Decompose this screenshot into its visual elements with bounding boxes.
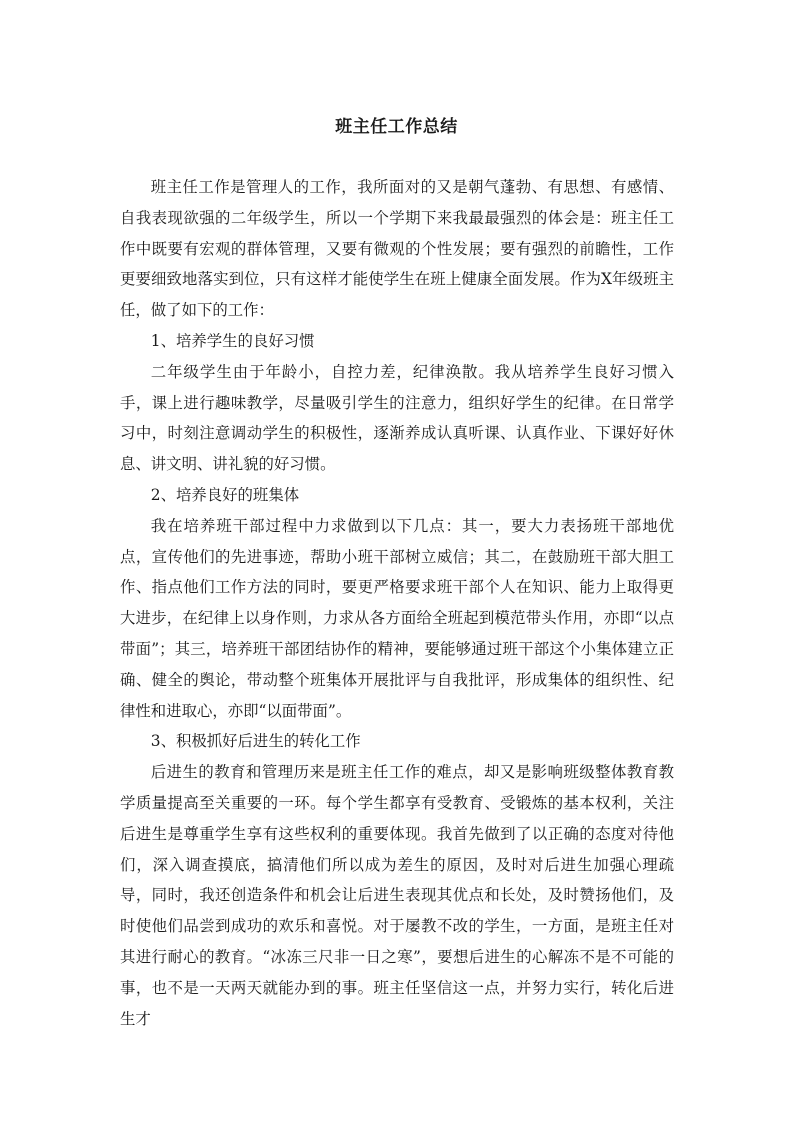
document-title: 班主任工作总结: [335, 117, 458, 138]
document-body: [120, 172, 674, 1034]
paragraph-struggling-students: 后进生的教育和管理历来是班主任工作的难点，却又是影响班级整体教育教学质量提高至关重要的一环。每个学生都享有受教育、受锻炼的基本权利，关注后进生是尊重学生享有这些权利的重要体现。我首先做到了以正确的态度对待他们，深入调查摸底，搞清他们所以成为差生的原因，及时对后进生加强心理疏导，同时，我还创造条件和机会让后进生表现其优点和长处，及时赞扬他们，及时使他们品尝到成功的欢乐和喜悦。对于屡教不改的学生，一方面，是班主任对其进行耐心的教育。“冰冻三尺非一日之寒”，要想后进生的心解冻不是不可能的事，也不是一天两天就能办到的事。班主任坚信这一点，并努力实行，转化后进生才: [120, 763, 674, 1028]
paragraph-intro: 班主任工作是管理人的工作，我所面对的又是朝气蓬勃、有思想、有感情、自我表现欲强的二年级学生，所以一个学期下来我最最强烈的体会是：班主任工作中既要有宏观的群体管理，又要有微观的个性发展；要有强烈的前瞻性，工作更要细致地落实到位，只有这样才能使学生在班上健康全面发展。作为X年级班主任，做了如下的工作：: [120, 178, 674, 320]
section-heading-1: 1、培养学生的良好习惯: [150, 331, 315, 350]
section-heading-2: 2、培养良好的班集体: [150, 485, 300, 504]
paragraph-habits: 二年级学生由于年龄小，自控力差，纪律涣散。我从培养学生良好习惯入手，课上进行趣味教学，尽量吸引学生的注意力，组织好学生的纪律。在日常学习中，时刻注意调动学生的积极性，逐渐养成认真听课、认真作业、下课好好休息、讲文明、讲礼貌的好习惯。: [120, 362, 674, 474]
section-heading-3: 3、积极抓好后进生的转化工作: [150, 732, 361, 751]
paragraph-class-collective: 我在培养班干部过程中力求做到以下几点：其一，要大力表扬班干部地优点，宣传他们的先进事迹，帮助小班干部树立威信；其二，在鼓励班干部大胆工作、指点他们工作方法的同时，要更严格要求班干部个人在知识、能力上取得更大进步，在纪律上以身作则，力求从各方面给全班起到模范带头作用，亦即“以点带面”；其三，培养班干部团结协作的精神，要能够通过班干部这个小集体建立正确、健全的舆论，带动整个班集体开展批评与自我批评，形成集体的组织性、纪律性和进取心，亦即“以面带面”。: [120, 516, 674, 720]
